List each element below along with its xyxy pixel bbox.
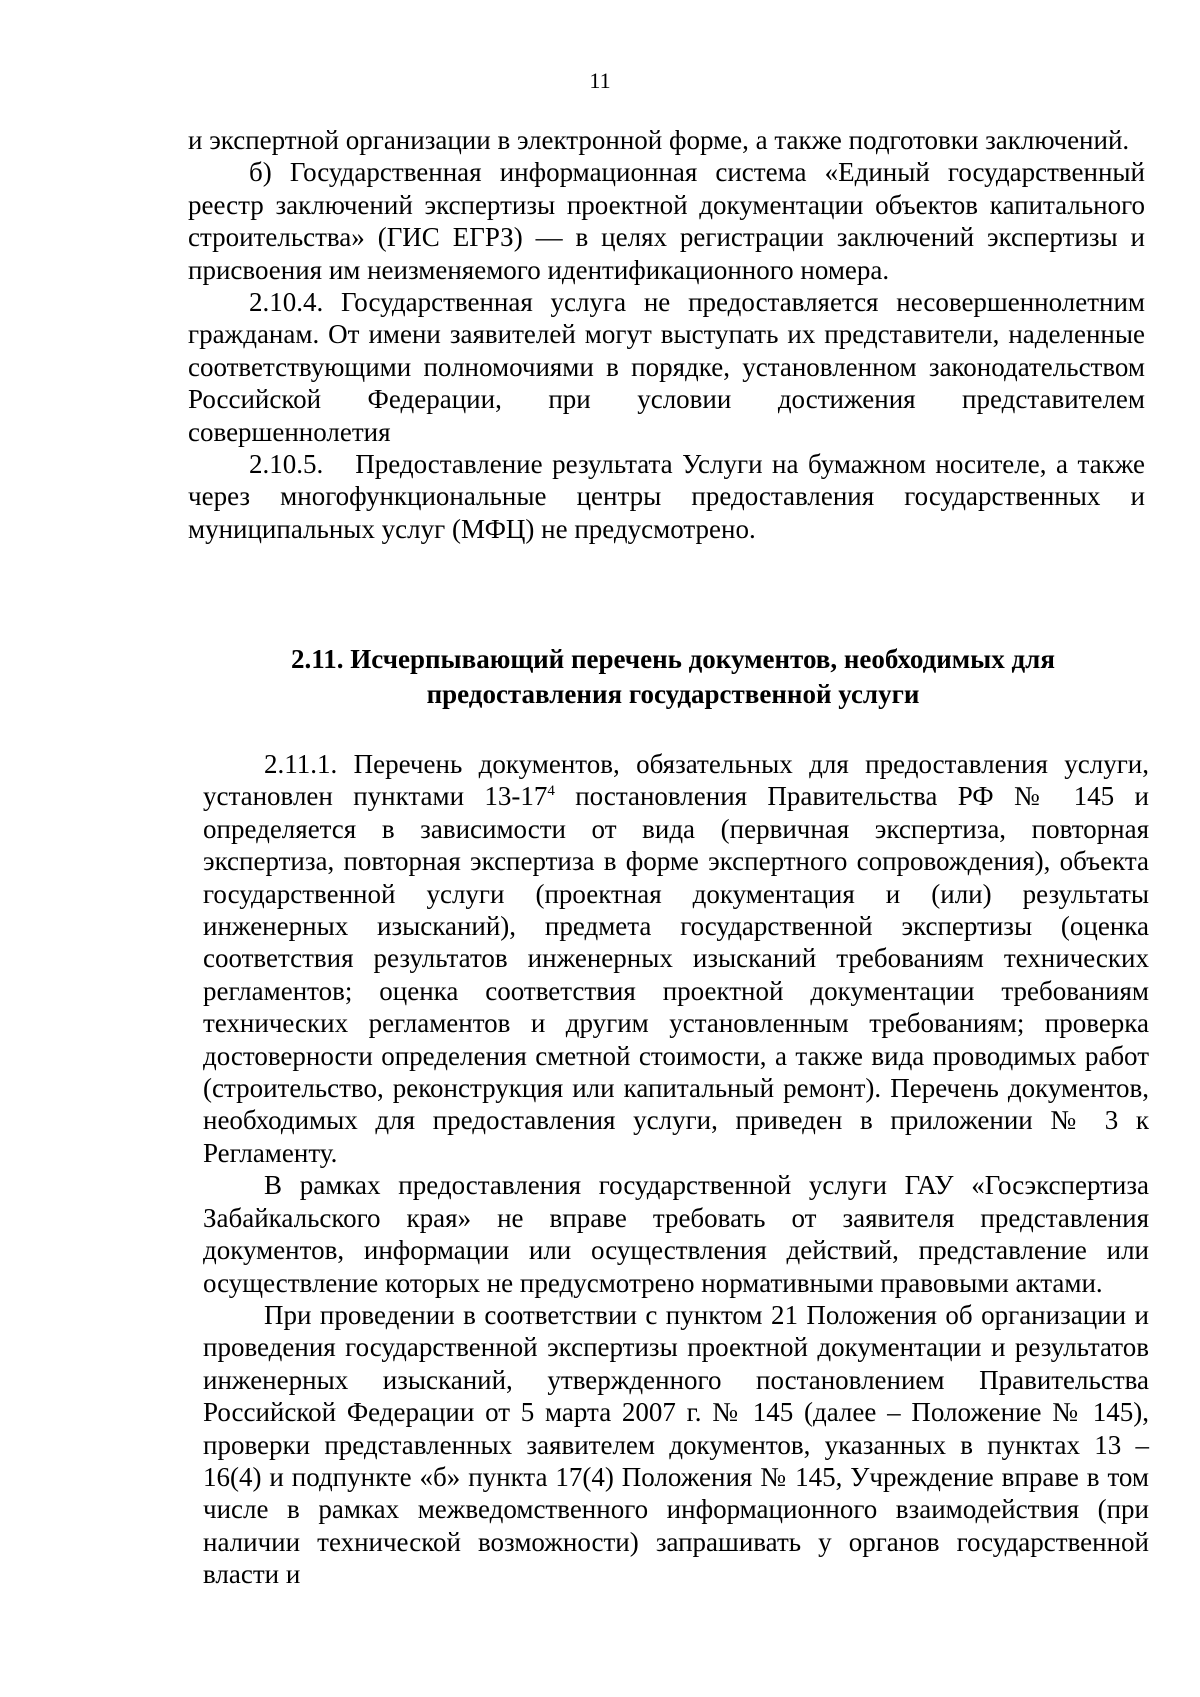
heading-line-1: 2.11. Исчерпывающий перечень документов, необходимых для <box>291 644 1055 674</box>
clause-text: Предоставление результата Услуги на бумажном носителе, а также через многофункциональные центры предоставления государственных и муниципальных услуг (МФЦ) не предусмотрено. <box>188 449 1145 544</box>
footnote-mark: 4 <box>547 783 555 800</box>
paragraph-2-11-1 <box>203 748 1149 1169</box>
paragraph-2-10-4: 2.10.4. Государственная услуга не предоставляется несовершеннолетним гражданам. От имени заявителей могут выступать их представители, наделенные соответствующими полномочиями в порядке, установленном законодательством Российской Федерации, при условии достижения представителем совершеннолетия <box>188 287 1145 447</box>
paragraph-2-10-5 <box>188 448 1145 545</box>
clause-text-start: 2.11.1. Перечень документов, обязательных для предоставления услуги, установлен пунктами 13-17 <box>203 749 1149 812</box>
heading-line-2: предоставления государственной услуги <box>426 679 920 709</box>
text-block-top <box>188 124 1145 545</box>
paragraph-point-21: При проведении в соответствии с пунктом 21 Положения об организации и проведения государственной экспертизы проектной документации и результатов инженерных изысканий, утвержденного постановлением Правительства Российской Федерации от 5 марта 2007 г. № 145 (далее – Положение № 145), проверки представленных заявителем документов, указанных в пунктах 13 – 16(4) и подпункте «б» пункта 17(4) Положения № 145, Учреждение вправе в том числе в рамках межведомственного информационного взаимодействия (при наличии технической возможности) запрашивать у органов государственной власти и <box>203 1299 1149 1590</box>
paragraph-gau-restrictions: В рамках предоставления государственной услуги ГАУ «Госэкспертиза Забайкальского края» не вправе требовать от заявителя представления документов, информации или осуществления действий, представление или осуществление которых не предусмотрено нормативными правовыми актами. <box>203 1170 1149 1298</box>
clause-text-end: постановления Правительства РФ № 145 и определяется в зависимости от вида (первичная экспертиза, повторная экспертиза, повторная экспертиза в форме экспертного сопровождения), объекта государственной услуги (проектная документация и (или) результаты инженерных изысканий), предмета государственной экспертизы (оценка соответствия результатов инженерных изысканий требованиям технических регламентов; оценка соответствия проектной документации требованиям технических регламентов и другим установленным требованиям; проверка достоверности определения сметной стоимости, а также вида проводимых работ (строительство, реконструкция или капитальный ремонт). Перечень документов, необходимых для предоставления услуги, приведен в приложении № 3 к Регламенту. <box>203 781 1149 1168</box>
text-block-bottom <box>203 748 1149 1591</box>
clause-number: 2.10.5. <box>249 449 324 480</box>
paragraph-continuation: и экспертной организации в электронной форме, а также подготовки заключений. <box>188 125 1130 155</box>
paragraph-gis-egrz: б) Государственная информационная система «Единый государственный реестр заключений экспертизы проектной документации объектов капитального строительства» (ГИС ЕГРЗ) — в целях регистрации заключений экспертизы и присвоения им неизменяемого идентификационного номера. <box>188 157 1145 285</box>
page-number: 11 <box>589 68 611 93</box>
section-heading <box>188 642 1158 712</box>
